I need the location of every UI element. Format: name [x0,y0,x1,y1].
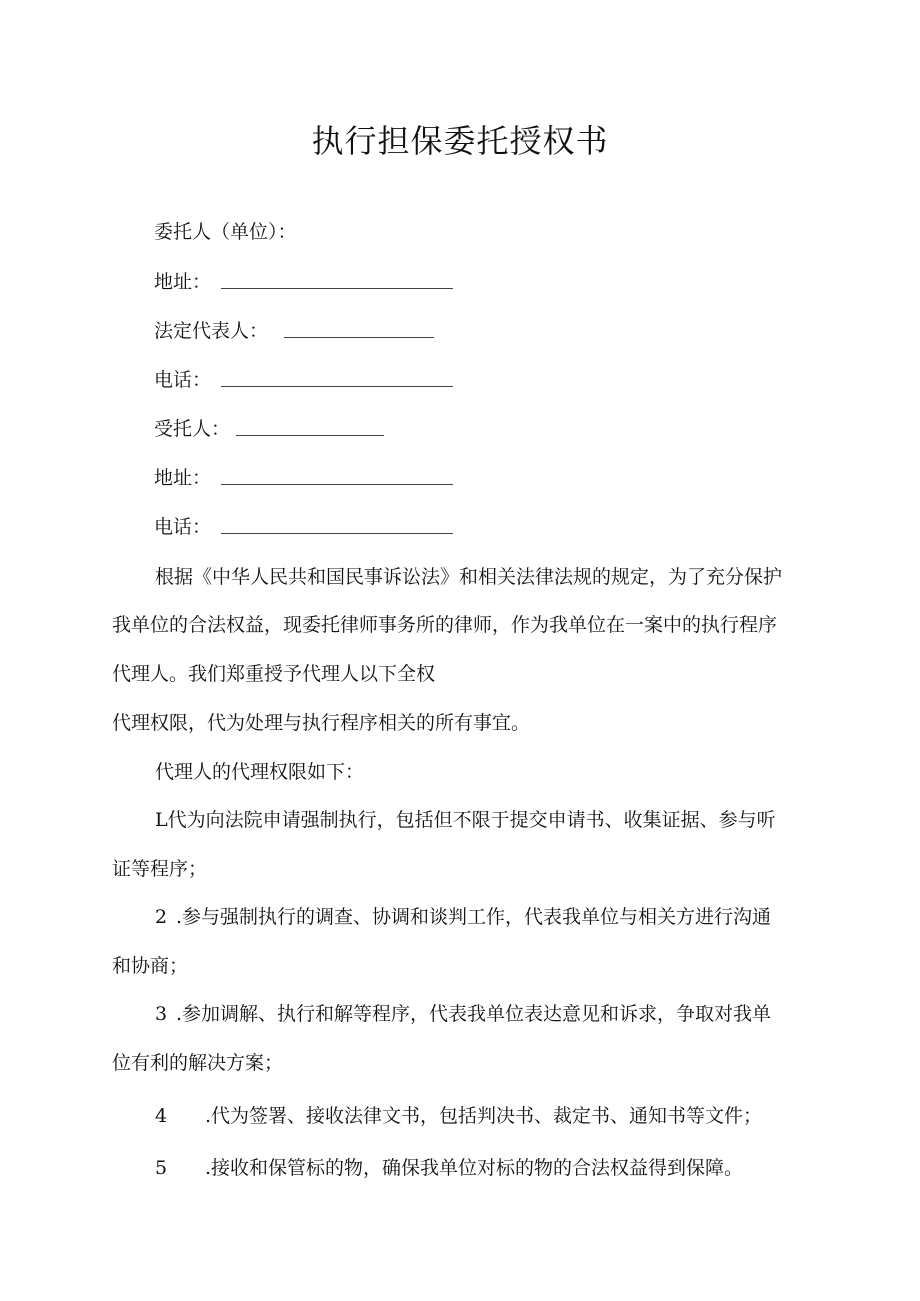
client-phone-label: 电话： [154,369,212,391]
intro-line-3: 代理人。我们郑重授予代理人以下全权 [112,663,436,685]
item-1-line-1: L代为向法院申请强制执行，包括但不限于提交申请书、收集证据、参与听 [155,809,776,831]
item-2-line-2: 和协商； [112,955,189,977]
scope-heading: 代理人的代理权限如下： [155,761,365,783]
legal-rep-field [154,317,434,345]
item-4-line-1: .代为签署、接收法律文书，包括判决书、裁定书、通知书等文件； [205,1105,763,1127]
intro-line-2: 我单位的合法权益，现委托律师事务所的律师，作为我单位在一案中的执行程序 [112,614,778,636]
item-5-line-1: .接收和保管标的物，确保我单位对标的物的合法权益得到保障。 [205,1157,744,1179]
item-3-line-2: 位有利的解决方案； [112,1052,284,1074]
client-address-field [154,268,453,296]
agent-phone-blank[interactable] [221,532,453,534]
item-2-line-1: .参与强制执行的调查、协调和谈判工作，代表我单位与相关方进行沟通 [176,906,772,928]
client-unit-label: 委托人（单位）： [154,221,297,243]
item-5-number: 5 [155,1157,168,1179]
agent-label: 受托人： [154,418,231,440]
agent-blank[interactable] [236,434,384,436]
agent-address-label: 地址： [154,467,212,489]
client-unit-field [154,218,297,246]
client-address-blank[interactable] [221,287,453,289]
client-phone-blank[interactable] [221,385,453,387]
item-1-line-2: 证等程序； [112,858,208,880]
agent-phone-label: 电话： [154,516,212,538]
intro-line-4: 代理权限，代为处理与执行程序相关的所有事宜。 [112,712,531,734]
document-title: 执行担保委托授权书 [311,122,609,160]
agent-address-blank[interactable] [221,483,453,485]
client-address-label: 地址： [154,271,212,293]
item-3-number: 3 [155,1003,168,1025]
item-2-number: 2 [155,906,168,928]
client-phone-field [154,366,453,394]
intro-line-1: 根据《中华人民共和国民事诉讼法》和相关法律法规的规定，为了充分保护 [155,566,783,588]
agent-address-field [154,464,453,492]
agent-field [154,415,384,443]
legal-rep-label: 法定代表人： [154,320,269,342]
legal-rep-blank[interactable] [284,336,434,338]
item-3-line-1: .参加调解、执行和解等程序，代表我单位表达意见和诉求，争取对我单 [176,1003,772,1025]
agent-phone-field [154,513,453,541]
item-4-number: 4 [155,1105,168,1127]
